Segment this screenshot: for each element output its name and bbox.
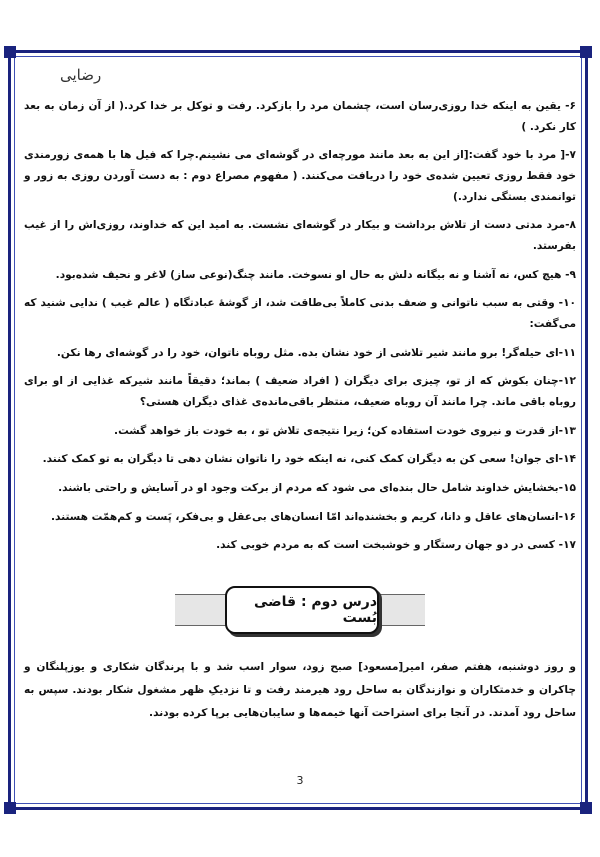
lesson-one-explanations — [24, 96, 576, 564]
paragraph-9: ۹- هیچ کس، نه آشنا و نه بیگانه دلش به حال او نسوخت. مانند چنگ(نوعی ساز) لاغر و نحیف شده‌بود. — [55, 268, 576, 281]
border-corner-top-left — [4, 46, 16, 58]
lesson-title: درس دوم : قاضی بُست — [225, 586, 379, 634]
lesson-title-banner — [0, 586, 600, 634]
paragraph-8: ۸-مرد مدتی دست از تلاش برداشت و بیکار در گوشه‌ای نشست. به امید این که خداوند، روزی‌اش را از غیب بفرستد. — [24, 219, 576, 252]
paragraph-10: ۱۰- وقتی به سبب ناتوانی و ضعف بدنی کاملاً بی‌طاقت شد، از گوشهٔ عبادتگاه ( عالم غیب ) ندایی شنید که می‌گفت: — [24, 297, 576, 330]
page-number: 3 — [296, 774, 304, 787]
paragraph-6: ۶- یقین به اینکه خدا روزی‌رسان است، چشمان مرد را بازکرد. رفت و توکل بر خدا کرد.( از آن زمان به بعد کار نکرد. ) — [24, 100, 576, 133]
paragraph-15: ۱۵-بخشایش خداوند شامل حال بنده‌ای می شود که مردم از برکت وجود او در آسایش و راحتی باشند. — [58, 481, 576, 494]
author-name: رضایی — [60, 66, 102, 84]
paragraph-17: ۱۷- کسی در دو جهان رستگار و خوشبخت است که به مردم خوبی کند. — [216, 539, 576, 552]
border-corner-top-right — [580, 46, 592, 58]
paragraph-16: ۱۶-انسان‌های عاقل و دانا، کریم و بخشنده‌اند امّا انسان‌های بی‌عقل و بی‌فکر، پَست و کم‌همّت هستند. — [51, 510, 576, 523]
border-corner-bottom-right — [580, 802, 592, 814]
border-corner-bottom-left — [4, 802, 16, 814]
paragraph-13: ۱۳-از قدرت و نیروی خودت استفاده کن؛ زیرا نتیجه‌ی تلاش تو ، به خودت باز خواهد گشت. — [114, 424, 576, 437]
paragraph-11: ۱۱-ای حیله‌گر! برو مانند شیر تلاشی از خود نشان بده. مثل روباه ناتوان، خود را در گوشه‌ای رها نکن. — [56, 346, 576, 359]
paragraph-7: ۷-[ مرد با خود گفت:[از این به بعد مانند مورچه‌ای در گوشه‌ای می نشینم.چرا که فیل ها با همه‌ی زورمندی خود فقط روزی تعیین شده‌ی خود را دریافت می‌کنند. ( مفهوم مصراع دوم : به دست آوردن روزی به زور و توانمندی بستگی ندارد.) — [24, 149, 576, 203]
paragraph-14: ۱۴-ای جوان! سعی کن به دیگران کمک کنی، نه اینکه خود را ناتوان نشان دهی تا دیگران به تو کمک کنند. — [42, 453, 576, 466]
paragraph-12: ۱۲-چنان بکوش که از تو، چیزی برای دیگران ( افراد ضعیف ) بماند؛ دقیقاً مانند شیرکه غذایی از او برای روباه باقی ماند. چرا مانند آن روباه ضعیف، منتظر باقی‌مانده‌ی غذای دیگران هستی؟ — [24, 375, 576, 408]
lesson-two-body: و روز دوشنبه، هفتم صفر، امیر[مسعود] صبح زود، سوار اسب شد و با پرندگان شکاری و یوزپلنگان و چاکران و خدمتکاران و نوازندگان به ساحل رود هیرمند رفت و تا نزدیکِ ظهر مشغول شکار بودند. سپس به ساحل رود آمدند. در آنجا برای استراحت آنها خیمه‌ها و سایبان‌هایی برپا کرده بودند. — [24, 661, 576, 719]
